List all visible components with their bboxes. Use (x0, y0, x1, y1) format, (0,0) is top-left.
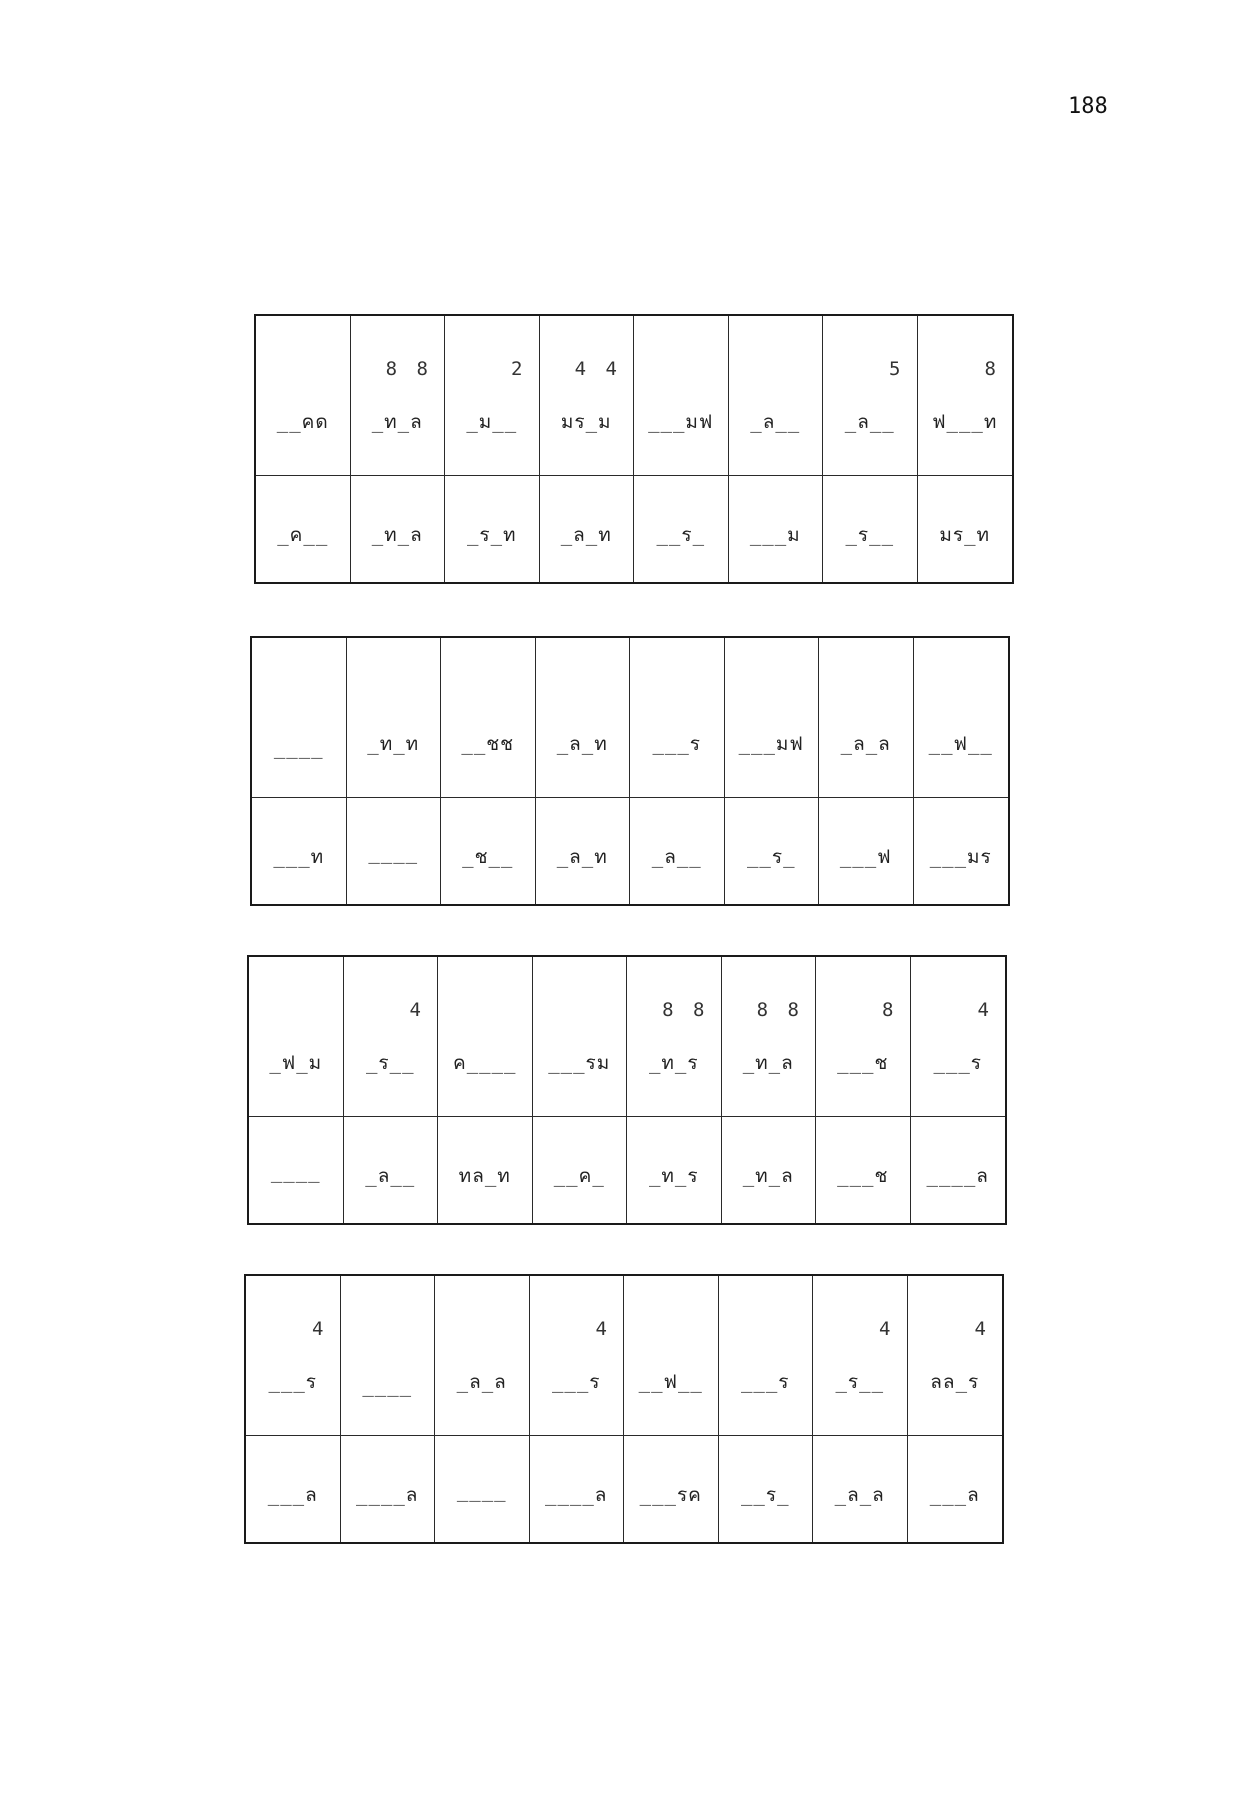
cell-pattern: _ท_ร (648, 1052, 699, 1074)
table-cell (256, 476, 351, 582)
cell-pattern: ___ม (749, 524, 801, 546)
table-cell (911, 1117, 1006, 1223)
cell-pattern: _ล_ล (834, 1484, 885, 1506)
table-cell (533, 1117, 628, 1223)
table-cell (813, 1276, 908, 1436)
cell-pattern: ___มฟ (738, 733, 804, 755)
cell-pattern: ____ล (926, 1165, 989, 1187)
table-cell (341, 1436, 436, 1542)
cell-number: 4 (977, 999, 993, 1021)
cell-pattern: __ร_ (740, 1484, 790, 1506)
table-cell (823, 476, 918, 582)
table-cell (351, 316, 446, 476)
table-cell (435, 1276, 530, 1436)
cell-pattern: __คด (276, 411, 329, 433)
table-cell (908, 1276, 1003, 1436)
cell-pattern: ___ล (267, 1484, 318, 1506)
cell-number: 8 (882, 999, 898, 1021)
table-4 (244, 1274, 1004, 1544)
cell-pattern: _ท_ล (742, 1052, 794, 1074)
cell-pattern: _ล__ (365, 1165, 416, 1187)
table-cell (435, 1436, 530, 1542)
cell-number: 4 (312, 1318, 328, 1340)
table-cell (530, 1436, 625, 1542)
table-cell (624, 1276, 719, 1436)
cell-pattern: ___ร (268, 1371, 318, 1393)
table-cell (533, 957, 628, 1117)
table-cell (252, 638, 347, 798)
cell-pattern: ____ล (356, 1484, 419, 1506)
table-cell (624, 1436, 719, 1542)
table-cell (445, 476, 540, 582)
table-cell (441, 798, 536, 904)
table-cell (246, 1276, 341, 1436)
table-cell (819, 798, 914, 904)
table-cell (347, 638, 442, 798)
table-cell (908, 1436, 1003, 1542)
cell-pattern: _ล__ (651, 846, 702, 868)
table-cell (249, 957, 344, 1117)
cell-pattern: ___รค (639, 1484, 702, 1506)
table-cell (729, 316, 824, 476)
cell-number: 8 8 (662, 999, 709, 1021)
table-cell (347, 798, 442, 904)
table-cell (252, 798, 347, 904)
cell-pattern: _ท_ล (371, 411, 423, 433)
table-cell (729, 476, 824, 582)
table-cell (249, 1117, 344, 1223)
cell-number: 4 (879, 1318, 895, 1340)
table-3 (247, 955, 1007, 1225)
table-cell (627, 957, 722, 1117)
cell-pattern: _ค__ (277, 524, 329, 546)
cell-pattern: _ท_ร (648, 1165, 699, 1187)
cell-pattern: ___ร (740, 1371, 790, 1393)
cell-pattern: ___ช (837, 1052, 889, 1074)
table-cell (914, 798, 1009, 904)
table-cell (438, 957, 533, 1117)
cell-pattern: ___ล (929, 1484, 980, 1506)
cell-number: 8 8 (756, 999, 803, 1021)
table-cell (722, 957, 817, 1117)
page-number: 188 (1068, 94, 1108, 119)
table-cell (344, 957, 439, 1117)
cell-pattern: _ร__ (845, 524, 895, 546)
cell-pattern: _ช__ (462, 846, 514, 868)
cell-pattern: ___ร (551, 1371, 601, 1393)
cell-number: 5 (889, 358, 905, 380)
table-cell (627, 1117, 722, 1223)
cell-pattern: __ร_ (746, 846, 796, 868)
cell-pattern: ค____ (453, 1052, 517, 1074)
cell-number: 8 8 (385, 358, 432, 380)
cell-pattern: ลล_ร (930, 1371, 980, 1393)
cell-pattern: _ล_ท (556, 733, 608, 755)
cell-pattern: __ชช (461, 733, 515, 755)
table-cell (719, 1436, 814, 1542)
table-cell (813, 1436, 908, 1542)
cell-pattern: _ท_ท (367, 733, 420, 755)
table-cell (918, 476, 1013, 582)
table-cell (918, 316, 1013, 476)
cell-pattern: ทล_ท (458, 1165, 511, 1187)
table-cell (722, 1117, 817, 1223)
cell-pattern: _ท_ล (742, 1165, 794, 1187)
cell-pattern: _ร__ (365, 1052, 415, 1074)
table-cell (438, 1117, 533, 1223)
cell-pattern: __ฟ__ (928, 733, 993, 755)
cell-pattern: __ค_ (553, 1165, 605, 1187)
cell-pattern: ฟ___ท (932, 411, 998, 433)
cell-pattern: ____ (368, 842, 419, 864)
table-1 (254, 314, 1014, 584)
cell-pattern: มร_ม (560, 411, 612, 433)
table-cell (630, 798, 725, 904)
table-cell (341, 1276, 436, 1436)
cell-pattern: _ท_ล (371, 524, 423, 546)
cell-pattern: _ม__ (466, 411, 518, 433)
cell-pattern: ___มฟ (648, 411, 714, 433)
cell-pattern: _ล_ล (456, 1371, 507, 1393)
cell-number: 4 4 (574, 358, 621, 380)
cell-pattern: _ล__ (844, 411, 895, 433)
cell-pattern: ____ (456, 1480, 507, 1502)
cell-pattern: ____ (273, 737, 324, 759)
table-cell (256, 316, 351, 476)
cell-pattern: _ร__ (835, 1371, 885, 1393)
table-cell (816, 1117, 911, 1223)
table-cell (344, 1117, 439, 1223)
table-cell (441, 638, 536, 798)
table-cell (819, 638, 914, 798)
table-cell (540, 316, 635, 476)
table-cell (725, 798, 820, 904)
cell-number: 4 (595, 1318, 611, 1340)
table-cell (823, 316, 918, 476)
cell-pattern: ___ร (933, 1052, 983, 1074)
cell-number: 8 (984, 358, 1000, 380)
cell-number: 2 (511, 358, 527, 380)
table-cell (536, 638, 631, 798)
table-cell (540, 476, 635, 582)
cell-pattern: ___มร (929, 846, 992, 868)
cell-pattern: __ฟ__ (638, 1371, 703, 1393)
cell-pattern: _ล_ล (840, 733, 891, 755)
cell-pattern: ___ช (837, 1165, 889, 1187)
cell-pattern: ___ฟ (839, 846, 892, 868)
table-cell (816, 957, 911, 1117)
cell-pattern: _ล_ท (560, 524, 612, 546)
cell-pattern: _ล_ท (556, 846, 608, 868)
table-cell (630, 638, 725, 798)
table-cell (914, 638, 1009, 798)
table-cell (445, 316, 540, 476)
cell-pattern: _ฟ_ม (269, 1052, 323, 1074)
cell-number: 4 (409, 999, 425, 1021)
cell-pattern: ___รม (548, 1052, 611, 1074)
table-cell (634, 316, 729, 476)
table-cell (530, 1276, 625, 1436)
cell-pattern: มร_ท (939, 524, 991, 546)
table-cell (911, 957, 1006, 1117)
table-cell (351, 476, 446, 582)
table-cell (634, 476, 729, 582)
cell-pattern: ___ท (273, 846, 325, 868)
cell-pattern: ____ (270, 1161, 321, 1183)
cell-pattern: ____ล (545, 1484, 608, 1506)
table-cell (719, 1276, 814, 1436)
table-cell (536, 798, 631, 904)
cell-number: 4 (974, 1318, 990, 1340)
cell-pattern: __ร_ (656, 524, 706, 546)
cell-pattern: ___ร (652, 733, 702, 755)
table-cell (725, 638, 820, 798)
table-cell (246, 1436, 341, 1542)
table-2 (250, 636, 1010, 906)
cell-pattern: _ร_ท (466, 524, 517, 546)
cell-pattern: ____ (362, 1375, 413, 1397)
cell-pattern: _ล__ (750, 411, 801, 433)
